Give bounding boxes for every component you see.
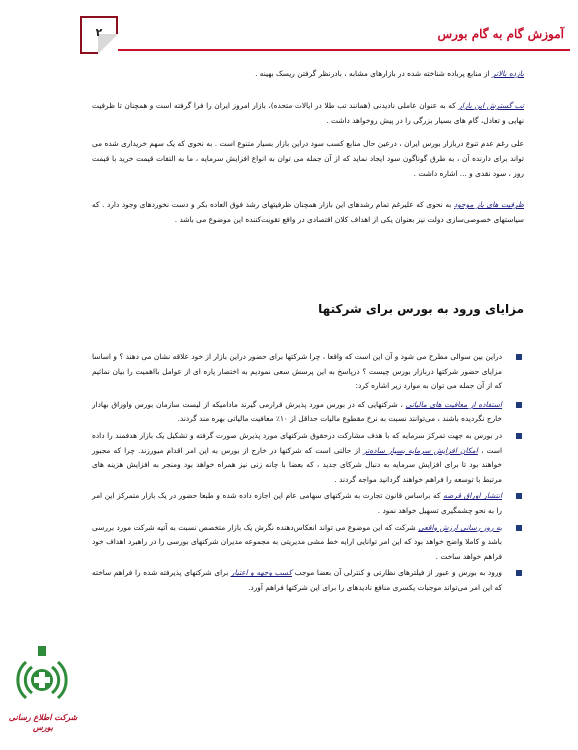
bullet-text: ورود به بورس و عبور از فیلترهای نظارتی و کنترلی آن بعضا موجب: [292, 568, 502, 578]
list-item: [92, 429, 524, 487]
bullet-square-icon: [516, 525, 522, 531]
intro-link-higher-return: بازده بالاتر: [491, 69, 524, 78]
bullet-text-tail: برای شرکتهای پذیرفته شده را فراهم ساخته که این امر می‌تواند موجبات یکسری منافع نادیدهای را برای این شرکتها فراهم آورد.: [92, 568, 502, 592]
list-item: [92, 350, 524, 394]
bullet-link: به روز رسانی ارزش واقعی: [418, 522, 503, 532]
bullet-text: که براساس قانون تجارت به شرکتهای سهامی عام این اجازه داده شده و طبعا حضور در یک بازار متمرکز این امر را به نحو چشمگیری تسهیل خواهد نمود .: [92, 491, 502, 515]
intro-paragraph-3: [92, 136, 524, 181]
header-title: آموزش گام به گام بورس: [437, 27, 564, 41]
bullet-link: کسب وجهه و اعتبار: [230, 568, 293, 578]
intro-paragraph-4: [92, 197, 524, 227]
section-title: مزایای ورود به بورس برای شرکتها: [318, 302, 524, 316]
list-item: [92, 398, 524, 427]
company-logo-text: شرکت اطلاع رسانی بورس: [8, 712, 78, 732]
bullet-text: در بورس به جهت تمرکز سرمایه که با هدف مشارکت درحقوق شرکتهای مورد پذیرش صورت گرفته و تشکیل یک بازار هدفمند را داده است ،: [92, 430, 502, 455]
page-number-box: [80, 16, 118, 54]
intro-paragraph-2: [92, 98, 524, 128]
intro-text-4: به نحوی که علیرغم تمام رشدهای این بازار همچنان ظرفیتهای رشد فوق العاده بکر و دست نخوردهای وجود دارد . که سیاستهای خصوصی‌سازی دولت نیز بعنوان یکی از اهداف کلان اقتصادی در واقع تقویت‌کننده این موضوع می باشد .: [92, 200, 524, 224]
intro-paragraph-1: [92, 66, 524, 81]
page-number: ۲: [95, 26, 103, 39]
bullet-square-icon: [516, 402, 522, 408]
bullet-link: انتشار اوراق قرضه: [443, 491, 503, 501]
list-item: [92, 489, 524, 518]
intro-link-market-fever: تب گسترش این بازار: [458, 101, 524, 110]
bullet-text: دراین بین سوالی مطرح می شود و آن این است که واقعا ، چرا شرکتها برای حضور دراین بازار از خود علاقه نشان می دهند ؟ و اساسا مزایای حضور شرکتها دربازار بورس چیست ؟ درپاسخ به این پرسش سعی نمودیم به اختصار پاره ای از عوامل بااهمیت را بیان نمائیم که از آن جمله می توان به موارد زیر اشاره کرد:: [92, 352, 502, 391]
intro-text-1: از منابع پرباده شناخته شده در بازارهای مشابه ، بادرنظر گرفتن ریسک بهینه .: [255, 69, 492, 78]
bullet-square-icon: [516, 493, 522, 499]
bullet-link: امکان افزایش سرمایه بسیار ساده‌تر: [363, 445, 478, 455]
bullet-text-tail: از حالتی است که شرکتها در خارج از بورس به این امر اقدام میورزند. چرا که مجبور خواهند بود تا برای افزایش سرمایه به دنبال شرکای جدید ، که بعضا با چانه زنی نیز همراه خواهد بود ومنجر به افزایش هزینه های مرتبط با توسعه را فراهم خواهند گردانید مواجه گردند .: [92, 445, 502, 484]
intro-link-capacity: ظرفیت های باز موجود: [453, 200, 524, 209]
bullet-text: شرکت که این موضوع می تواند انعکاس‌دهنده نگرش یک بازار متخصص نسبت به آتیه شرکت مورد بررسی باشد و کاملا واضح خواهد بود که این امر توانایی ارایه خط مشی مدیریتی به مجموعه مدیران شرکتهای بورسی را در راهبرد اهداف خود فراهم خواهد ساخت .: [92, 522, 502, 561]
intro-text-2: که به عنوان عاملی نادیدنی (همانند تب طلا در ایالات متحده)، بازار امروز ایران را فرا گرفته است و همچنان تا ظرفیت نهایی و تعادل، گام های بسیار بزرگی را در پیش روخواهد داشت .: [92, 101, 524, 125]
bullet-text: ، شرکتهایی که در بورس مورد پذیرش قرارمی گیرند مادامیکه از لیست سازمان بورس واوراق بهادار خارج نگردیده باشند ، می‌توانند نسبت به نرخ مقطوع مالیات حداقل از ۱۰٪ معافیت مالیاتی بهره مند گردند.: [92, 399, 502, 424]
bullet-square-icon: [516, 433, 522, 439]
bullet-link: استفاده از معافیت های مالیاتی: [405, 399, 502, 409]
bullet-square-icon: [516, 354, 522, 360]
header-divider: [118, 49, 570, 51]
intro-text-3: علی رغم عدم تنوع دربازار بورس ایران ، درعین حال منابع کسب سود دراین بازار بسیار متنوع است . به نحوی که یک سهم خریداری شده می تواند برای دارنده آن ، به طرق گوناگون سود ایجاد نماید که از آن جمله می توان به انواع افزایش سرمایه ، ما به التفات قیمت خرید با قیمت روز ، سود نقدی و ... اشاره داشت .: [92, 139, 524, 178]
bullet-square-icon: [516, 570, 522, 576]
list-item: [92, 521, 524, 565]
list-item: [92, 566, 524, 595]
benefits-list: [92, 350, 524, 596]
